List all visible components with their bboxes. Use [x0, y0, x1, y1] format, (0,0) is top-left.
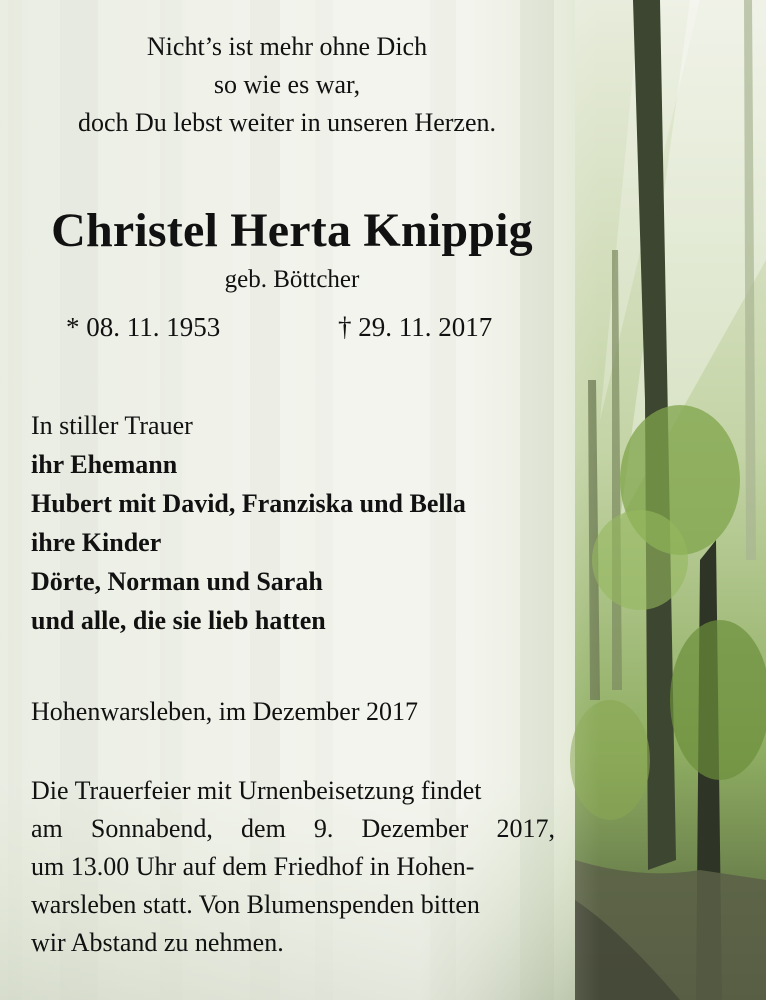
- funeral-line: um 13.00 Uhr auf dem Friedhof in Hohen-: [31, 852, 475, 881]
- funeral-word: dem: [241, 814, 286, 843]
- mourner-line: und alle, die sie lieb hatten: [31, 606, 326, 635]
- funeral-notice: [31, 772, 555, 962]
- funeral-word: Sonnabend,: [90, 814, 213, 843]
- funeral-word: 9.: [313, 814, 334, 843]
- death-date: † 29. 11. 2017: [338, 312, 493, 342]
- funeral-line: [31, 810, 555, 848]
- mourners-intro: In stiller Trauer: [31, 411, 193, 440]
- funeral-word: 2017,: [496, 814, 555, 843]
- birth-date: * 08. 11. 1953: [66, 312, 221, 342]
- place-and-date: Hohenwarsleben, im Dezember 2017: [31, 697, 418, 726]
- funeral-word: am: [31, 814, 63, 843]
- funeral-line: warsleben statt. Von Blumenspenden bitten: [31, 890, 480, 919]
- funeral-line: Die Trauerfeier mit Urnenbeisetzung findet: [31, 776, 482, 805]
- mourners-block: [31, 406, 466, 640]
- mourner-line: Dörte, Norman und Sarah: [31, 567, 323, 596]
- mourner-line: ihr Ehemann: [31, 450, 178, 479]
- poem-line: doch Du lebst weiter in unseren Herzen.: [77, 108, 497, 137]
- mourner-line: ihre Kinder: [31, 528, 162, 557]
- poem: [0, 28, 574, 142]
- poem-line: Nicht’s ist mehr ohne Dich: [146, 32, 428, 61]
- mourner-line: Hubert mit David, Franziska und Bella: [31, 489, 466, 518]
- funeral-line: wir Abstand zu nehmen.: [31, 928, 284, 957]
- deceased-name: Christel Herta Knippig: [51, 204, 533, 257]
- funeral-word: Dezember: [361, 814, 469, 843]
- birth-name: geb. Böttcher: [224, 266, 360, 293]
- poem-line: so wie es war,: [213, 70, 361, 99]
